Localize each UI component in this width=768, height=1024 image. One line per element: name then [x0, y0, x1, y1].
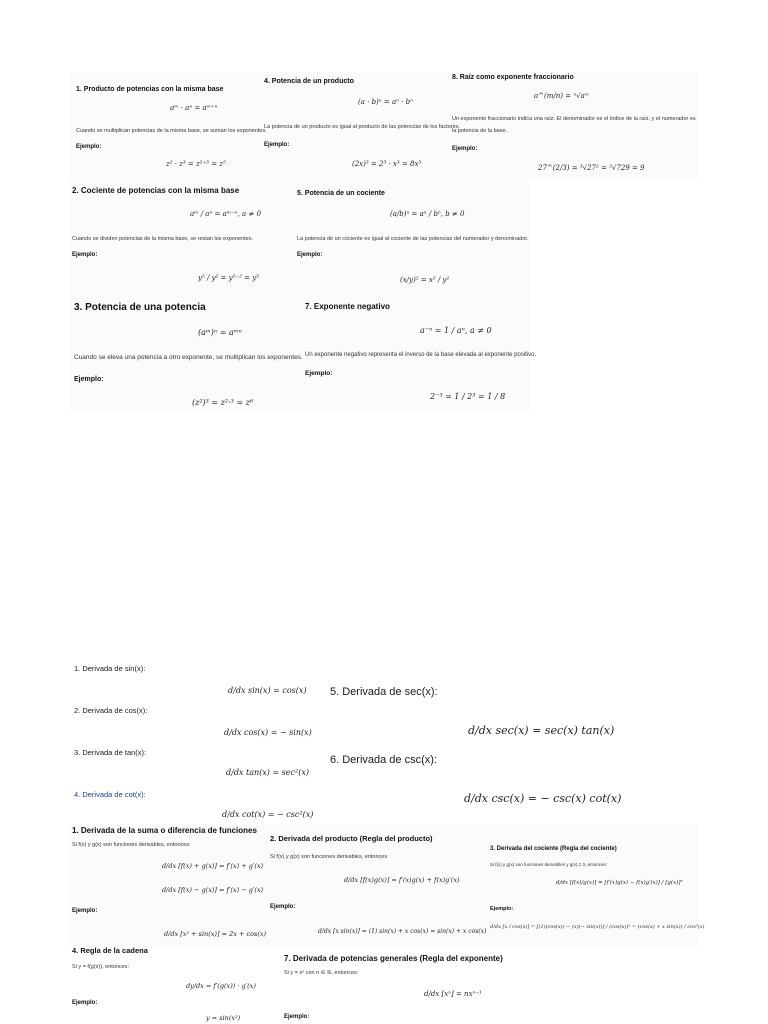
rule-4-intro: Si y = f(g(x)), entonces: [72, 964, 130, 970]
section-5-example-label: Ejemplo: [297, 252, 323, 258]
section-7-example: 2⁻³ = 1 / 2³ = 1 / 8 [430, 392, 506, 401]
section-8-example: 27^(2/3) = ³√27² = ³√729 = 9 [538, 164, 645, 172]
trig-derivative-1-title: 1. Derivada de sin(x): [74, 664, 146, 673]
rule-7-example-label: Ejemplo: [284, 1014, 310, 1020]
section-1-example-label: Ejemplo: [76, 144, 102, 150]
section-2-description: Cuando se dividen potencias de la misma base, se restan los exponentes. [72, 236, 253, 242]
section-4-title: 4. Potencia de un producto [264, 78, 354, 85]
section-7-description: Un exponente negativo representa el inverso de la base elevada al exponente positivo. [305, 352, 537, 358]
section-8-description-line-1: Un exponente fraccionario indica una raíz. El denominador es el índice de la raíz, y el numerador es [452, 116, 696, 122]
section-2-formula: aᵐ / aⁿ = aᵐ⁻ⁿ, a ≠ 0 [190, 210, 261, 218]
rule-2-example: d/dx [x sin(x)] = (1) sin(x) + x cos(x) = sin(x) + x cos(x) [318, 928, 487, 935]
rule-4-formula: dy/dx = f′(g(x)) · g′(x) [186, 982, 256, 990]
section-3-title: 3. Potencia de una potencia [74, 302, 206, 313]
trig-derivative-3-title: 3. Derivada de tan(x): [74, 748, 147, 757]
section-1-example: z² · z³ = z²⁺³ = z⁵ [166, 160, 226, 168]
rule-3-example-label: Ejemplo: [490, 906, 514, 912]
section-2-example: y⁵ / y² = y⁵⁻² = y³ [198, 274, 259, 282]
trig-derivative-4-formula: d/dx cot(x) = − csc²(x) [222, 810, 314, 819]
section-8-formula: a^(m/n) = ⁿ√aᵐ [534, 92, 590, 100]
section-3-example-label: Ejemplo: [74, 376, 104, 383]
section-8-title: 8. Raíz como exponente fraccionario [452, 74, 574, 81]
rule-3-example: d/dx [x / cos(x)] = [(1)(cos(x)) − (x)(− sin(x))] / (cos(x))² = (cos(x) + x sin(x)) / cos²(x) [490, 924, 705, 930]
section-5-title: 5. Potencia de un cociente [297, 190, 385, 197]
rule-1-example-label: Ejemplo: [72, 908, 98, 914]
section-7-title: 7. Exponente negativo [305, 302, 390, 311]
section-4-example: (2x)³ = 2³ · x³ = 8x³ [352, 160, 422, 168]
section-8-description-line-2: la potencia de la base. [452, 128, 508, 134]
section-2-example-label: Ejemplo: [72, 252, 98, 258]
section-3-formula: (aᵐ)ⁿ = aᵐⁿ [198, 328, 242, 337]
section-3-description: Cuando se eleva una potencia a otro exponente, se multiplican los exponentes. [74, 354, 303, 361]
rule-1-title: 1. Derivada de la suma o diferencia de funciones [72, 826, 257, 835]
rule-2-example-label: Ejemplo: [270, 904, 296, 910]
trig-derivative-6-title: 6. Derivada de csc(x): [330, 754, 437, 766]
rule-7-formula: d/dx [xⁿ] = nxⁿ⁻¹ [424, 990, 482, 998]
section-7-example-label: Ejemplo: [305, 370, 333, 377]
trig-derivative-2-formula: d/dx cos(x) = − sin(x) [224, 728, 312, 737]
rule-3-formula: d/dx [f(x)/g(x)] = [f′(x)g(x) − f(x)g′(x)] / [g(x)]² [556, 880, 683, 886]
trig-derivative-5-formula: d/dx sec(x) = sec(x) tan(x) [468, 724, 615, 737]
section-5-description: La potencia de un cociente es igual al cociente de las potencias del numerador y denominador. [297, 236, 529, 242]
section-1-title: 1. Producto de potencias con la misma base [76, 86, 224, 93]
rule-3-intro: Si f(x) y g(x) son funciones derivables y g(x) ≠ 0, entonces: [490, 862, 608, 867]
section-1-formula: aᵐ · aⁿ = aᵐ⁺ⁿ [170, 104, 218, 112]
rule-4-title: 4. Regla de la cadena [72, 946, 148, 955]
rule-1-example: d/dx [x² + sin(x)] = 2x + cos(x) [164, 930, 267, 938]
rule-4-example: y = sin(x²) [206, 1014, 241, 1022]
trig-derivative-3-formula: d/dx tan(x) = sec²(x) [226, 768, 309, 777]
rule-4-example-label: Ejemplo: [72, 1000, 98, 1006]
section-8-example-label: Ejemplo: [452, 146, 478, 152]
section-4-formula: (a · b)ⁿ = aⁿ · bⁿ [358, 98, 413, 106]
trig-derivative-6-formula: d/dx csc(x) = − csc(x) cot(x) [464, 792, 622, 805]
rule-2-title: 2. Derivada del producto (Regla del producto) [270, 834, 433, 843]
rule-7-intro: Si y = xⁿ con n ∈ ℝ, entonces: [284, 970, 359, 976]
rule-1-intro: Si f(x) y g(x) son funciones derivables, entonces: [72, 842, 191, 848]
section-7-formula: a⁻ⁿ = 1 / aⁿ, a ≠ 0 [420, 326, 492, 335]
section-1-description: Cuando se multiplican potencias de la misma base, se suman los exponentes. [76, 128, 267, 134]
rule-2-formula: d/dx [f(x)g(x)] = f′(x)g(x) + f(x)g′(x) [344, 876, 460, 884]
trig-derivative-5-title: 5. Derivada de sec(x): [330, 686, 438, 698]
trig-derivative-1-formula: d/dx sin(x) = cos(x) [228, 686, 307, 695]
section-3-example: (z²)³ = z²·³ = z⁶ [192, 398, 254, 407]
rule-1-formula-sum: d/dx [f(x) + g(x)] = f′(x) + g′(x) [162, 862, 264, 870]
trig-derivative-4-title: 4. Derivada de cot(x): [74, 790, 146, 799]
rule-3-title: 3. Derivada del cociente (Regla del cociente) [490, 846, 617, 852]
trig-derivative-2-title: 2. Derivada de cos(x): [74, 706, 148, 715]
section-4-description: La potencia de un producto es igual al producto de las potencias de los factores. [264, 124, 460, 130]
section-2-title: 2. Cociente de potencias con la misma base [72, 186, 240, 195]
rule-2-intro: Si f(x) y g(x) son funciones derivables, entonces [270, 854, 388, 860]
rule-1-formula-difference: d/dx [f(x) − g(x)] = f′(x) − g′(x) [162, 886, 264, 894]
section-5-example: (x/y)² = x² / y² [400, 276, 450, 284]
section-4-example-label: Ejemplo: [264, 142, 290, 148]
section-5-formula: (a/b)ⁿ = aⁿ / bⁿ, b ≠ 0 [390, 210, 465, 218]
rule-7-title: 7. Derivada de potencias generales (Regla del exponente) [284, 954, 503, 963]
